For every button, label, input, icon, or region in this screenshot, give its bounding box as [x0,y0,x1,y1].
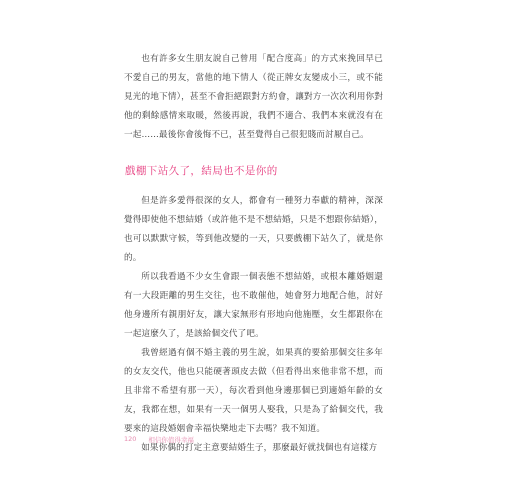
section-heading: 戲棚下站久了，結局也不是你的 [125,165,278,177]
page-footer [124,435,194,444]
intro-text-block [124,50,383,145]
section-paragraph-4: 如果你偶的打定主意要結婚生子，那麼最好就找個也有這樣方 [141,443,378,453]
section-text-block [124,192,383,458]
page-number: 120 [124,435,137,443]
book-title: 相信你值得幸福 [148,436,194,444]
section-paragraph-1: 但是許多愛得很深的女人，都會有一種努力奉獻的精神，深深覺得即使他不想結婚（或許他不是不想結婚，只是不想跟你結婚），也可以默默守候，等到他改變的一天，只要戲棚下站久了，就是你的。 [124,196,383,263]
section-paragraph-2: 所以我看過不少女生會跟一個表態不想結婚，或根本離婚姻還有一大段距離的男生交往，也不敢催他，她會努力地配合他，討好他身邊所有親朋好友，讓大家無形有形地向他施壓，女生都跟你在一起這麼久了，是該給個交代了吧。 [124,272,383,339]
intro-paragraph: 也有許多女生朋友說自己曾用「配合度高」的方式來挽回早已不愛自己的男友，當他的地下情人（從正牌女友變成小三，或不能見光的地下情），甚至不會拒絕跟對方約會，讓對方一次次利用你對他的剩餘感情來取暖，然後再說，我們不適合、我們本來就沒有在一起……最後你會後悔不已，甚至覺得自己很犯賤而討厭自己。 [124,54,383,140]
section-paragraph-3: 我曾經過有個不婚主義的男生說，如果真的要給那個交往多年的女友交代，他也只能硬著頭皮去做（但看得出來他非常不想，而且非常不希望有那一天），每次看到他身邊那個已到適婚年齡的女友，我都在想，如果有一天一個男人娶我，只是為了給個交代，我要來的這段婚姻會幸福快樂地走下去嗎？我不知道。 [124,348,383,434]
